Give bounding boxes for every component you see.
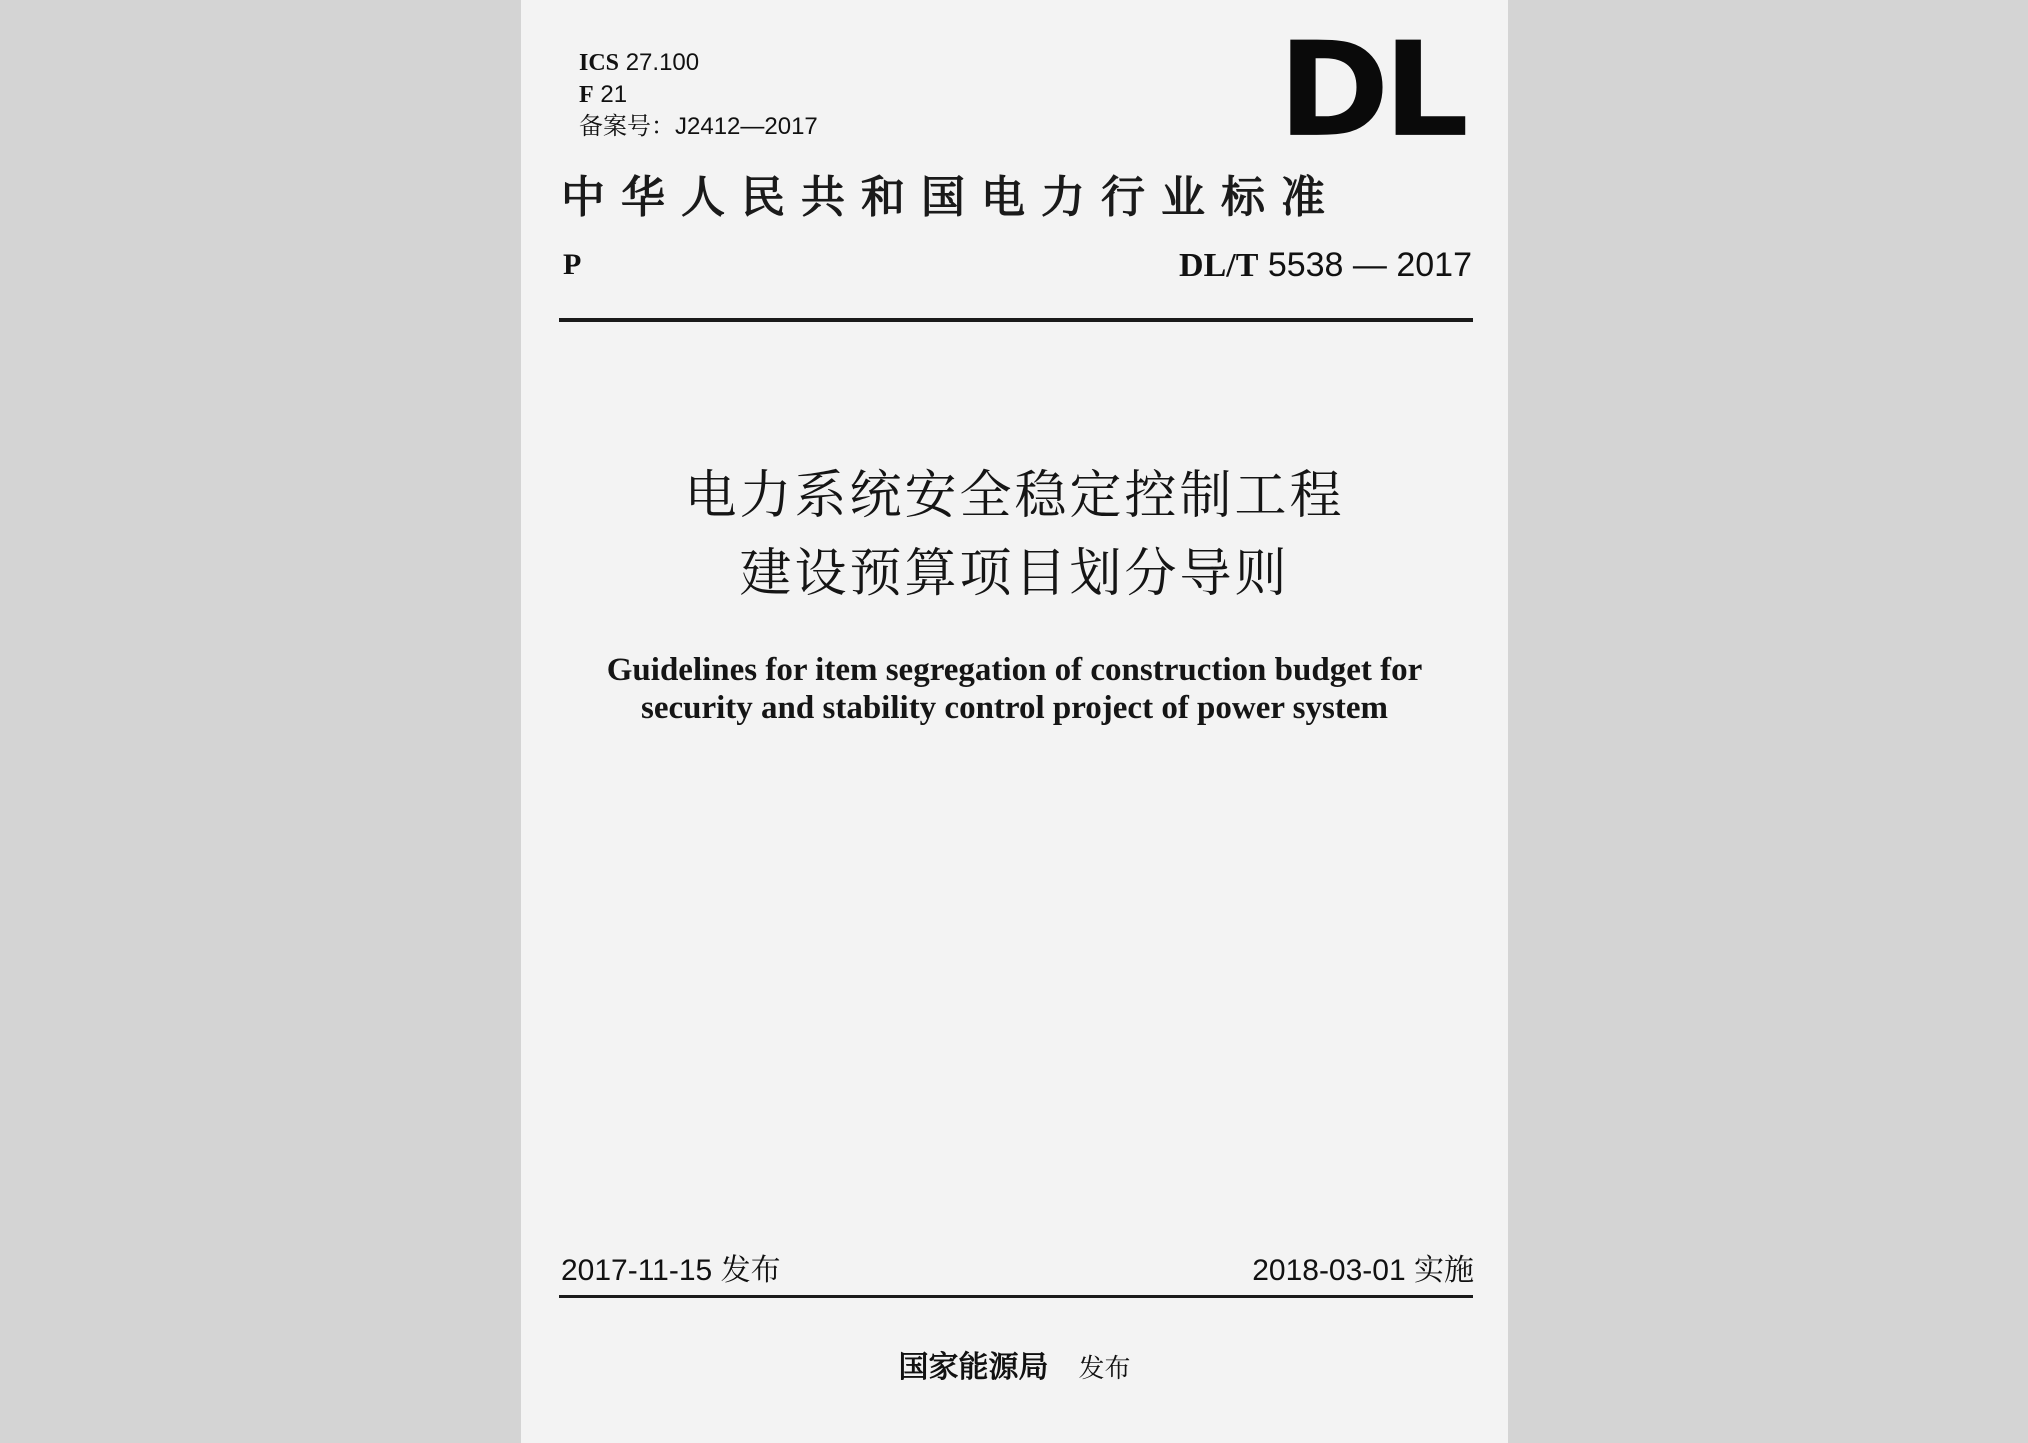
header-divider xyxy=(559,318,1473,322)
record-value: J2412—2017 xyxy=(675,113,818,140)
publisher-name: 国家能源局 xyxy=(898,1350,1049,1385)
standard-number xyxy=(1179,246,1472,285)
ics-label: ICS xyxy=(579,50,620,76)
classification-code: P xyxy=(563,248,582,281)
issue-date: 2017-11-15 发布 xyxy=(561,1254,781,1287)
publisher-action: 发布 xyxy=(1078,1354,1131,1384)
dl-logo-text: DL xyxy=(1278,14,1463,167)
title-en-line1: Guidelines for item segregation of construction budget for xyxy=(606,652,1423,688)
implementation-date: 2018-03-01 实施 xyxy=(1252,1254,1474,1287)
record-number xyxy=(579,111,818,143)
title-en-line2: security and stability control project of power system xyxy=(641,690,1388,726)
ccs-code xyxy=(579,79,627,111)
organization-heading: 中华人民共和国电力行业标准 xyxy=(561,172,1341,223)
ccs-label: F xyxy=(579,82,594,108)
title-cn-line1: 电力系统安全稳定控制工程 xyxy=(684,466,1345,526)
footer-divider xyxy=(559,1295,1473,1298)
standard-prefix: DL/T xyxy=(1179,247,1259,284)
publisher-line xyxy=(521,1348,1508,1389)
dl-logo xyxy=(1278,14,1463,167)
record-label: 备案号： xyxy=(579,113,675,140)
ics-value: 27.100 xyxy=(625,49,700,76)
ccs-value: 21 xyxy=(600,81,628,108)
document-cover-page xyxy=(521,0,1508,1443)
title-cn-line2: 建设预算项目划分导则 xyxy=(739,544,1290,604)
ics-code xyxy=(579,47,699,79)
standard-number-value: 5538 — 2017 xyxy=(1267,246,1472,284)
